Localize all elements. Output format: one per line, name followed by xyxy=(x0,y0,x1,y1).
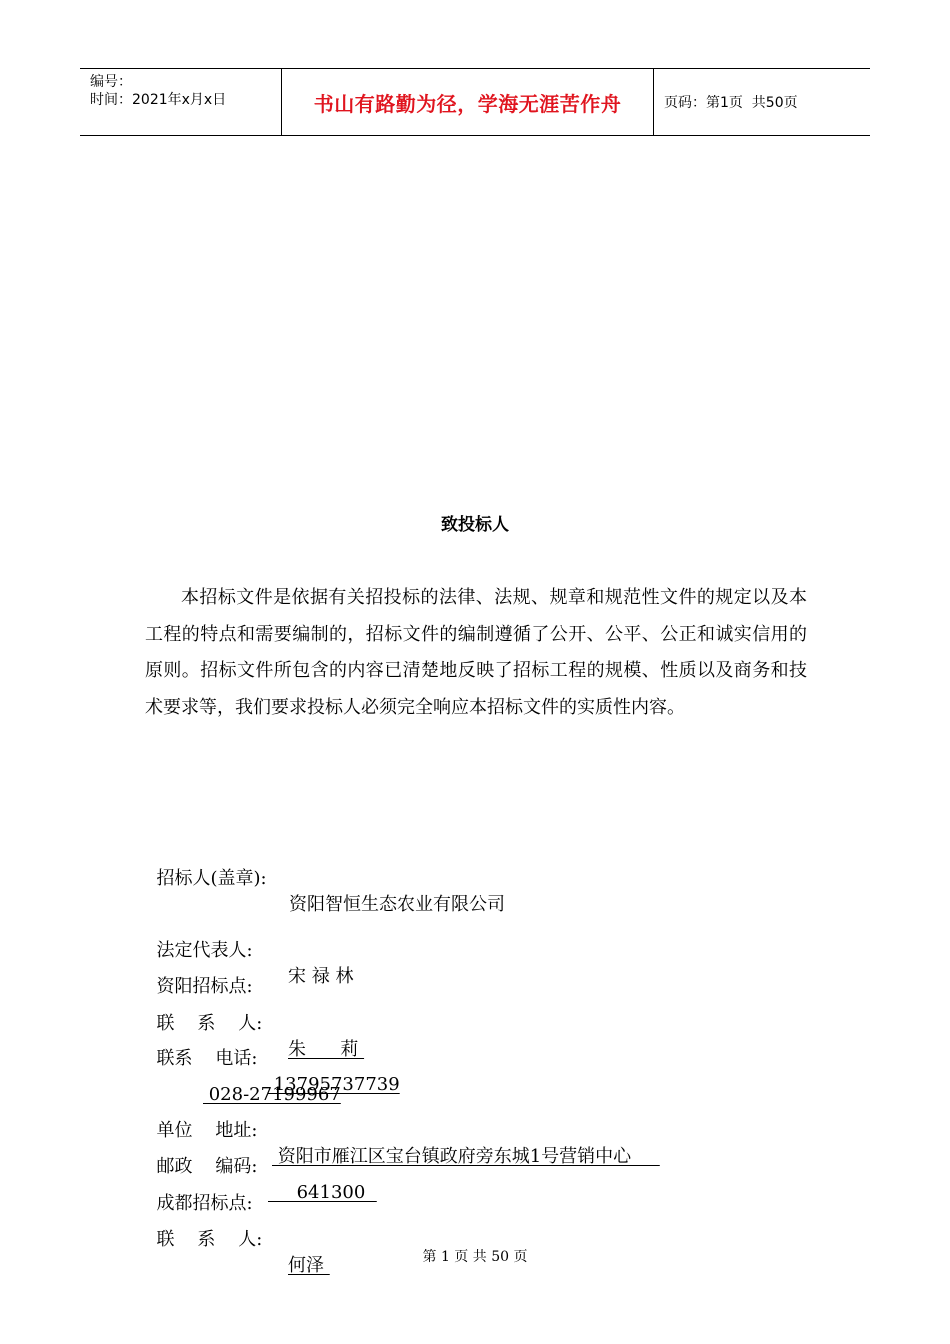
tenderer-value: 资阳智恒生态农业有限公司 xyxy=(289,894,505,915)
phone-value: 13795737739 xyxy=(268,1074,400,1095)
header-number: 编号： xyxy=(90,74,132,90)
contact-value: 朱 莉 xyxy=(288,1039,365,1060)
document-title: 致投标人 xyxy=(441,515,509,535)
legal-rep-value: 宋 禄 林 xyxy=(288,966,354,987)
contact2-row xyxy=(145,1201,330,1276)
tenderer-row xyxy=(145,840,505,915)
address-value: 资阳市雁江区宝台镇政府旁东城1号营销中心 xyxy=(272,1146,660,1167)
header-motto: 书山有路勤为径，学海无涯苦作舟 xyxy=(282,69,654,135)
legal-rep-label: 法定代表人: xyxy=(156,940,253,961)
postcode-row xyxy=(145,1128,377,1203)
header-meta xyxy=(80,69,282,135)
page-footer: 第 1 页 共 50 页 xyxy=(422,1249,528,1265)
chengdu-point-label: 成都招标点: xyxy=(156,1193,253,1214)
header-page-info: 页码：第1页 共50页 xyxy=(664,95,798,111)
header-date: 时间：2021年x月x日 xyxy=(90,92,227,108)
ziyang-point-row xyxy=(145,948,253,997)
contact2-label: 联 系 人: xyxy=(156,1229,263,1250)
address-label: 单位 地址: xyxy=(156,1120,258,1141)
intro-paragraph: 本招标文件是依据有关招投标的法律、法规、规章和规范性文件的规定以及本工程的特点和需要编制的，招标文件的编制遵循了公开、公平、公正和诚实信用的原则。招标文件所包含的内容已清楚地反映了招标工程的规模、性质以及商务和技术要求等，我们要求投标人必须完全响应本招标文件的实质性内容。 xyxy=(145,587,807,718)
tenderer-label: 招标人(盖章): xyxy=(156,868,267,889)
contact2-value: 何泽 xyxy=(288,1255,330,1276)
page-header xyxy=(80,68,870,136)
phone2-value: 028-27199967 xyxy=(203,1084,341,1105)
postcode-value: 641300 xyxy=(268,1182,377,1203)
chengdu-point-row xyxy=(145,1165,253,1214)
phone-label: 联系 电话: xyxy=(156,1048,258,1069)
postcode-label: 邮政 编码: xyxy=(156,1156,258,1177)
ziyang-point-label: 资阳招标点: xyxy=(156,976,253,997)
contact-label: 联 系 人: xyxy=(156,1013,263,1034)
